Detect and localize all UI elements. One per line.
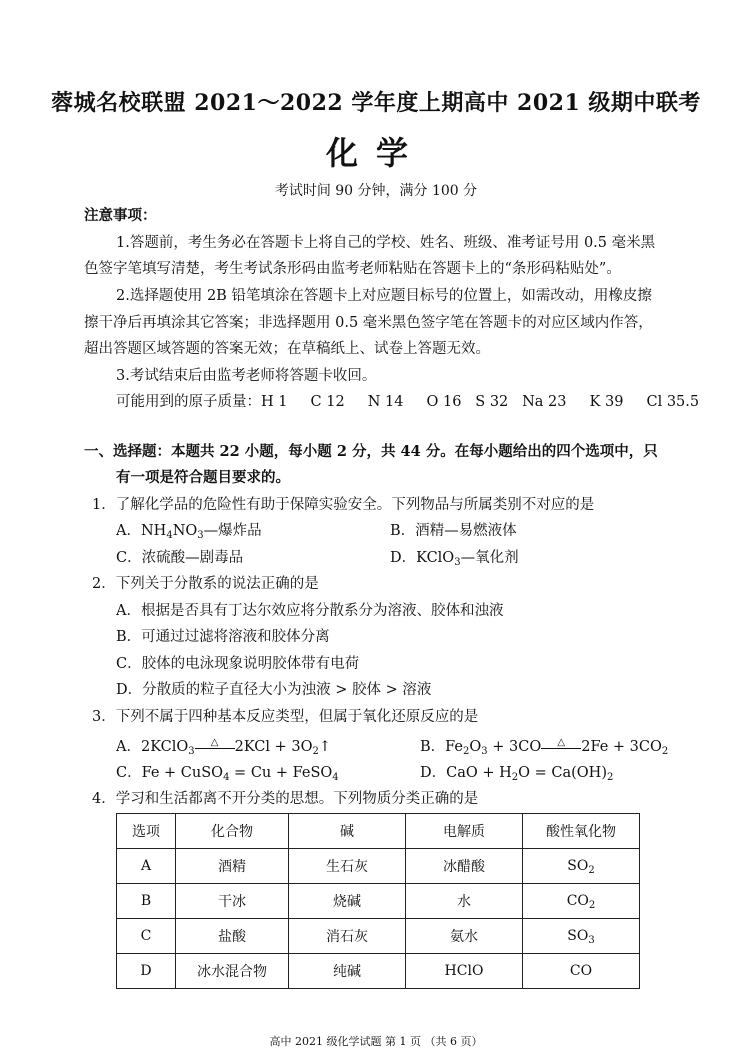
table-cell: 酒精 [176,849,289,884]
q1-option-b: B．酒精—易燃液体 [390,523,517,539]
notes-heading: 注意事项： [84,207,157,224]
header-acidic-oxide: 酸性氧化物 [523,814,640,849]
table-cell: 消石灰 [289,919,406,954]
page-footer: 高中 2021 级化学试题 第 1 页 （共 6 页） [269,1035,483,1048]
q2-option-d: D．分散质的粒子直径大小为浊液 > 胶体 > 溶液 [116,682,432,698]
q1-option-a: A．$NH_4NO_3—$爆炸品 [116,523,262,541]
note-1a: 1.答题前，考生务必在答题卡上将自己的学校、姓名、班级、准考证号用 0.5 毫米黑 [116,235,656,251]
q1-stem: 1．了解化学品的危险性有助于保障实验安全。下列物品与所属类别不对应的是 [92,497,595,513]
table-row [117,849,640,884]
table-cell: 冰水混合物 [176,954,289,989]
section1-heading-b: 有一项是符合题目要求的。 [116,469,290,486]
table-cell: 生石灰 [289,849,406,884]
header-option: 选项 [117,814,176,849]
q1-option-d: D．KClO$_3$—氧化剂 [390,550,519,568]
heating-arrow-icon: △ [541,740,581,754]
section1-heading-a: 一、选择题：本题共 22 小题，每小题 2 分，共 44 分。在每小题给出的四个选项中，只 [84,443,658,460]
table-row [117,954,640,989]
q3-option-a: A．2KClO$_3$ △ $2KCl + 3O_2↑$ [116,737,332,757]
table-header-row [117,814,640,849]
header-base: 碱 [289,814,406,849]
q2-option-b: B．可通过过滤将溶液和胶体分离 [116,629,330,645]
table-cell: HClO [406,954,523,989]
table-cell: CO [523,954,640,989]
subject-title: 化学 [325,134,426,172]
atomic-masses: 可能用到的原子质量：H 1 C 12 N 14 O 16 S 32 Na 23 K 39 Cl 35.5 [116,394,700,410]
header-electrolyte: 电解质 [406,814,523,849]
q2-stem: 2．下列关于分散系的说法正确的是 [92,576,319,592]
q1-option-c: C．浓硫酸—剧毒品 [116,550,244,566]
table-cell: C [117,919,176,954]
table-cell: B [117,884,176,919]
table-cell: 氨水 [406,919,523,954]
table-cell: 冰醋酸 [406,849,523,884]
header-compound: 化合物 [176,814,289,849]
heating-arrow-icon: △ [195,740,235,754]
table-cell: A [117,849,176,884]
q3-option-d: D．CaO + $H_2O = Ca(OH)_2$ [420,765,614,783]
table-row [117,884,640,919]
note-3: 3.考试结束后由监考老师将答题卡收回。 [116,368,377,384]
exam-time-note: 考试时间 90 分钟，满分 100 分 [274,183,478,199]
note-2b: 擦干净后再填涂其它答案；非选择题用 0.5 毫米黑色签字笔在答题卡的对应区域内作答， [84,315,653,331]
table-cell: $SO_2$ [523,849,640,884]
q3-option-c: C．Fe + CuSO$_4$ = Cu + FeSO$_4$ [116,765,339,783]
table-row [117,919,640,954]
exam-title: 蓉城名校联盟 2021～2022 学年度上期高中 2021 级期中联考 [51,90,701,116]
table-cell: 纯碱 [289,954,406,989]
table-cell: $SO_3$ [523,919,640,954]
q3-option-b: B．$Fe_2O_3 + 3CO$ △ $2Fe + 3CO_2$ [420,737,669,757]
table-cell: 烧碱 [289,884,406,919]
note-1b: 色签字笔填写清楚，考生考试条形码由监考老师粘贴在答题卡上的“条形码粘贴处”。 [84,261,621,277]
table-cell: 盐酸 [176,919,289,954]
table-cell: 干冰 [176,884,289,919]
note-2a: 2.选择题使用 2B 铅笔填涂在答题卡上对应题目标号的位置上，如需改动，用橡皮擦 [116,288,652,304]
table-cell: $CO_2$ [523,884,640,919]
table-cell: 水 [406,884,523,919]
q2-option-c: C．胶体的电泳现象说明胶体带有电荷 [116,656,360,672]
q3-stem: 3．下列不属于四种基本反应类型，但属于氧化还原反应的是 [92,709,479,725]
table-cell: D [117,954,176,989]
q4-classification-table [116,813,640,989]
q2-option-a: A．根据是否具有丁达尔效应将分散系分为溶液、胶体和浊液 [116,603,504,619]
note-2c: 超出答题区域答题的答案无效；在草稿纸上、试卷上答题无效。 [84,341,490,357]
q4-stem: 4．学习和生活都离不开分类的思想。下列物质分类正确的是 [92,791,479,807]
